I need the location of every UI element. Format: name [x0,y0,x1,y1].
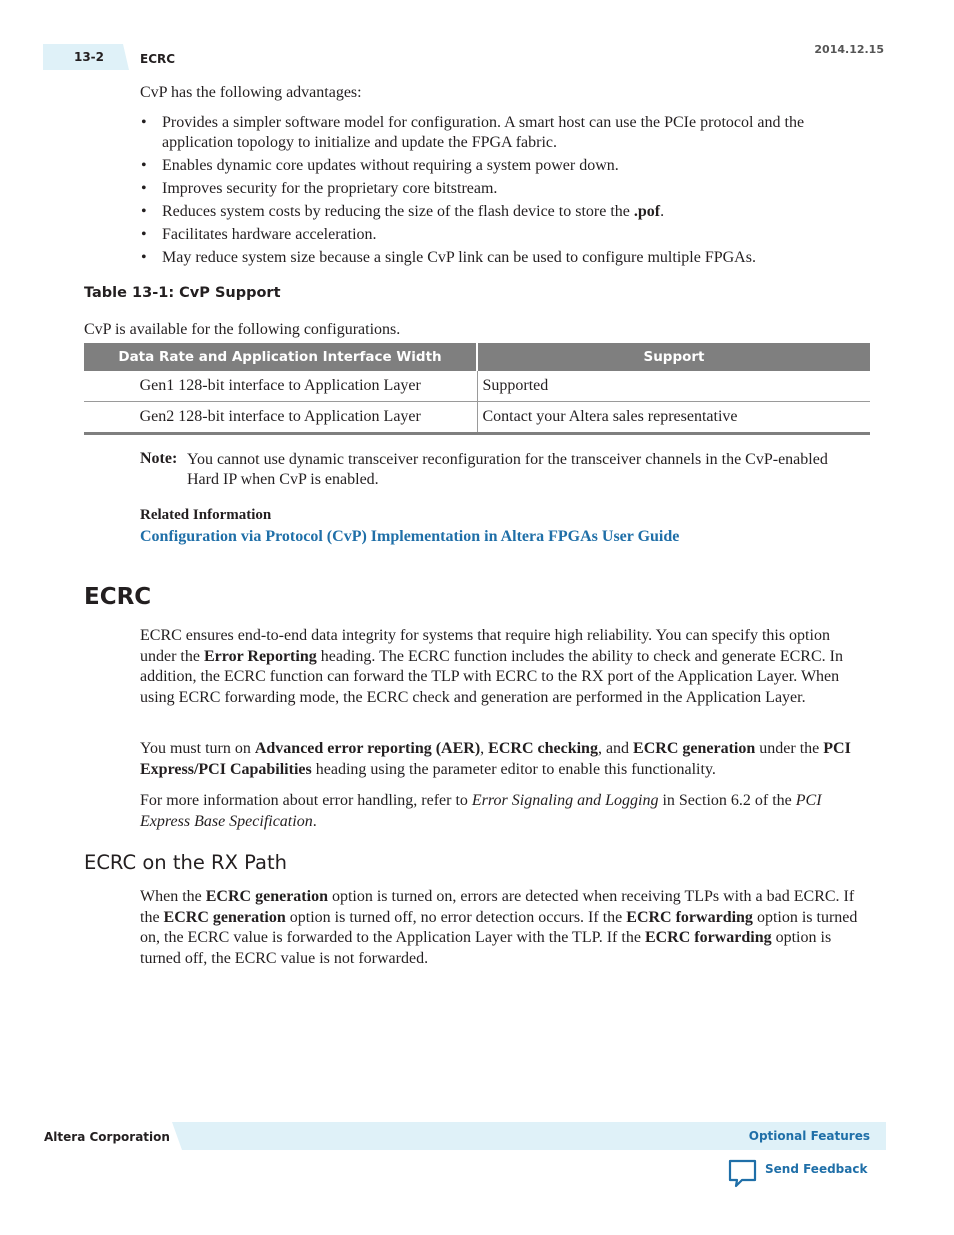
related-information-label: Related Information [140,507,272,523]
table-header-cell: Data Rate and Application Interface Width [84,343,477,371]
rx-path-paragraph: When the ECRC generation option is turned on, errors are detected when receiving TLPs with a bad ECRC. If the ECRC generation option is turned off, no error detection occurs. If the ECRC forwarding option is turned on, the ECRC value is forwarded to the Application Layer with the TLP. If the ECRC forwarding option is turned off, the ECRC value is not forwarded. [140,888,858,967]
note-text: You cannot use dynamic transceiver reconfiguration for the transceiver channels in the CvP-enabled Hard IP when CvP is enabled. [187,451,828,488]
advantage-item: • Reduces system costs by reducing the size of the flash device to store the .pof. [140,202,870,222]
advantage-item: • Enables dynamic core updates without requiring a system power down. [140,156,870,176]
table-intro: CvP is available for the following configurations. [84,321,401,338]
running-header-title: ECRC [140,52,176,66]
advantage-item: • Provides a simpler software model for configuration. A smart host can use the PCIe protocol and the application topology to initialize and update the FPGA fabric. [140,113,870,153]
page-number-tab [43,44,129,70]
table-cell: Gen2 128-bit interface to Application Layer [84,402,477,434]
advantage-item: • May reduce system size because a single CvP link can be used to configure multiple FPGAs. [140,248,870,268]
advantage-item: • Improves security for the proprietary core bitstream. [140,179,870,199]
send-feedback-label: Send Feedback [765,1162,868,1176]
ecrc-paragraph-2: You must turn on Advanced error reporting (AER), ECRC checking, and ECRC generation under the PCI Express/PCI Capabilities heading using the parameter editor to enable this functionality. [140,740,851,778]
revision-date: 2014.12.15 [814,43,884,56]
advantages-intro: CvP has the following advantages: [140,84,362,101]
footer-chapter: Optional Features [748,1129,870,1143]
ecrc-paragraph-1: ECRC ensures end-to-end data integrity for systems that require high reliability. You can specify this option under the Error Reporting heading. The ECRC function includes the ability to check and generate ECRC. In addition, the ECRC function can forward the TLP with ECRC to the RX port of the Application Layer. When using ECRC forwarding mode, the ECRC check and generation are performed in the Application Layer. [140,627,843,706]
cvp-user-guide-link[interactable]: Configuration via Protocol (CvP) Implementation in Altera FPGAs User Guide [140,528,680,545]
table-row [84,371,870,402]
advantages-list [140,113,870,271]
table-cell: Contact your Altera sales representative [477,402,870,434]
table-row [84,402,870,434]
table-caption: Table 13-1: CvP Support [84,285,281,301]
table-header-cell: Support [477,343,870,371]
section-heading-ecrc: ECRC [84,584,152,610]
table-cell: Gen1 128-bit interface to Application Layer [84,371,477,402]
ecrc-paragraph-3: For more information about error handling, refer to Error Signaling and Logging in Section 6.2 of the PCI Express Base Specification. [140,792,822,830]
advantage-item: • Facilitates hardware acceleration. [140,225,870,245]
cvp-support-table [84,343,870,435]
note-label: Note: [140,450,178,467]
table-cell: Supported [477,371,870,402]
footer-company: Altera Corporation [44,1130,170,1144]
speech-bubble-icon [727,1158,759,1188]
send-feedback-button[interactable] [727,1158,877,1188]
page-number: 13-2 [73,50,105,64]
subsection-heading-rx-path: ECRC on the RX Path [84,851,287,874]
